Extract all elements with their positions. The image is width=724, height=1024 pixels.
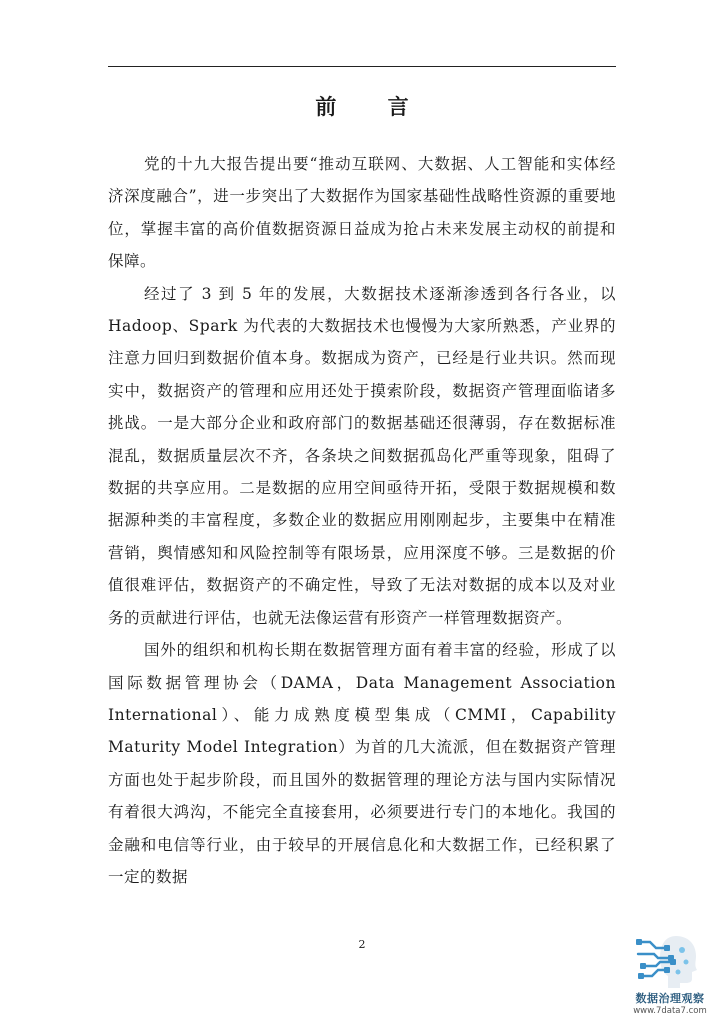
header-rule bbox=[108, 66, 616, 67]
watermark-name: 数据治理观察 bbox=[635, 992, 705, 1005]
watermark-url: www.7data7.com bbox=[633, 1006, 707, 1016]
paragraph-3: 国外的组织和机构长期在数据管理方面有着丰富的经验，形成了以国际数据管理协会（DAMA，Data Management Association International）、能力成熟度模型集成（CMMI，Capability Maturity Model Integration）为首的几大流派，但在数据资产管理方面也处于起步阶段，而且国外的数据管理的理论方法与国内实际情况有着很大鸿沟，不能完全直接套用，必须要进行专门的本地化。我国的金融和电信等行业，由于较早的开展信息化和大数据工作，已经积累了一定的数据 bbox=[108, 641, 616, 886]
circuit-head-logo-icon bbox=[636, 932, 702, 988]
page-number: 2 bbox=[358, 938, 366, 951]
body-text bbox=[108, 148, 616, 893]
paragraph-2: 经过了 3 到 5 年的发展，大数据技术逐渐渗透到各行各业，以 Hadoop、Spark 为代表的大数据技术也慢慢为大家所熟悉，产业界的注意力回归到数据价值本身。数据成为资产，已经是行业共识。然而现实中，数据资产的管理和应用还处于摸索阶段，数据资产管理面临诸多挑战。一是大部分企业和政府部门的数据基础还很薄弱，存在数据标准混乱，数据质量层次不齐，各条块之间数据孤岛化严重等现象，阻碍了数据的共享应用。二是数据的应用空间亟待开拓，受限于数据规模和数据源种类的丰富程度，多数企业的数据应用刚刚起步，主要集中在精准营销，舆情感知和风险控制等有限场景，应用深度不够。三是数据的价值很难评估，数据资产的不确定性，导致了无法对数据的成本以及对业务的贡献进行评估，也就无法像运营有形资产一样管理数据资产。 bbox=[108, 284, 616, 627]
watermark bbox=[622, 932, 718, 1020]
page-title: 前 言 bbox=[315, 94, 431, 119]
paragraph-1: 党的十九大报告提出要“推动互联网、大数据、人工智能和实体经济深度融合”，进一步突出了大数据作为国家基础性战略性资源的重要地位，掌握丰富的高价值数据资源日益成为抢占未来发展主动权的前提和保障。 bbox=[108, 155, 616, 271]
